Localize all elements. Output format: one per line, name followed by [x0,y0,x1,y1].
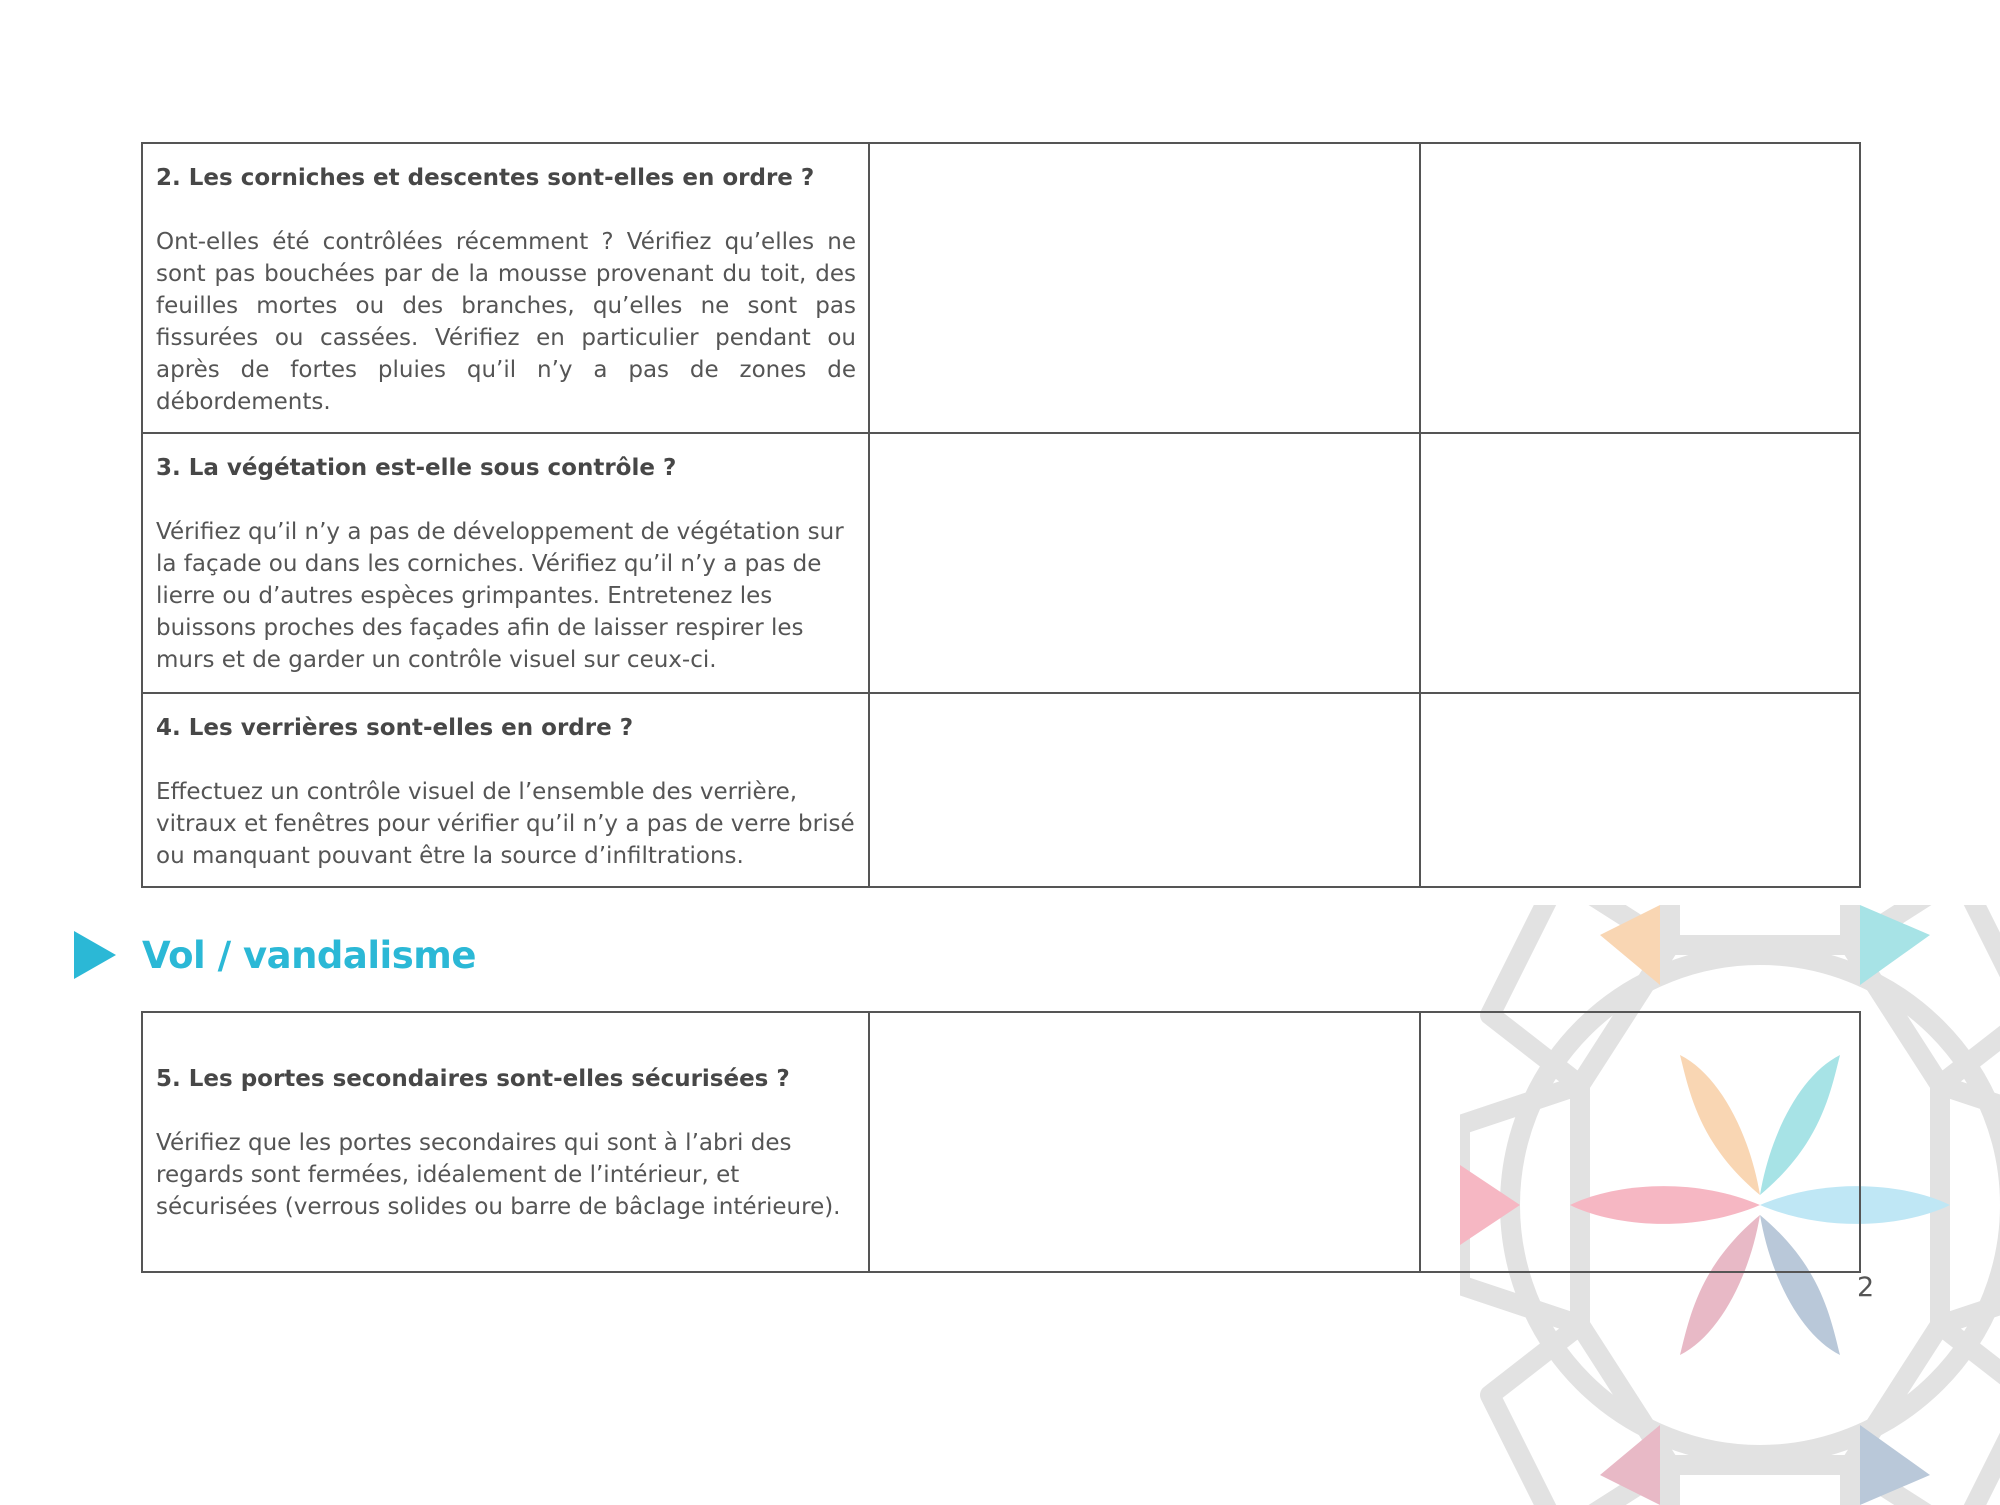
question-cell [142,693,869,887]
question-title: 5. Les portes secondaires sont-elles sécurisées ? [156,1066,790,1092]
answer-cell[interactable] [869,433,1420,693]
question-title: 2. Les corniches et descentes sont-elles en ordre ? [156,165,815,191]
section-heading [74,930,476,980]
checklist-table-2 [141,1011,1861,1273]
question-title: 4. Les verrières sont-elles en ordre ? [156,715,634,741]
checklist-table-1 [141,142,1861,888]
table-row [142,693,1860,887]
table-row [142,433,1860,693]
question-description: Effectuez un contrôle visuel de l’ensemble des verrière, vitraux et fenêtres pour vérifier qu’il n’y a pas de verre brisé ou manquant pouvant être la source d’infiltrations. [156,779,855,869]
question-description: Vérifiez qu’il n’y a pas de développement de végétation sur la façade ou dans les corniches. Vérifiez qu’il n’y a pas de lierre ou d’autres espèces grimpantes. Entretenez les buissons proches des façades afin de laisser respirer les murs et de garder un contrôle visuel sur ceux-ci. [156,519,844,673]
remarks-cell[interactable] [1420,433,1860,693]
question-cell [142,1012,869,1272]
question-cell [142,433,869,693]
remarks-cell[interactable] [1420,1012,1860,1272]
answer-cell[interactable] [869,143,1420,433]
page-number: 2 [1857,1272,1875,1303]
table-row [142,143,1860,433]
question-cell [142,143,869,433]
answer-cell[interactable] [869,693,1420,887]
answer-cell[interactable] [869,1012,1420,1272]
question-title: 3. La végétation est-elle sous contrôle ? [156,455,677,481]
remarks-cell[interactable] [1420,693,1860,887]
remarks-cell[interactable] [1420,143,1860,433]
section-title: Vol / vandalisme [142,933,476,977]
table-row [142,1012,1860,1272]
question-description: Ont-elles été contrôlées récemment ? Vérifiez qu’elles ne sont pas bouchées par de la mousse provenant du toit, des feuilles mortes ou des branches, qu’elles ne sont pas fissurées ou cassées. Vérifiez en particulier pendant ou après de fortes pluies qu’il n’y a pas de zones de débordements. [156,229,856,415]
play-arrow-icon [74,931,116,979]
question-description: Vérifiez que les portes secondaires qui sont à l’abri des regards sont fermées, idéalement de l’intérieur, et sécurisées (verrous solides ou barre de bâclage intérieure). [156,1130,841,1220]
